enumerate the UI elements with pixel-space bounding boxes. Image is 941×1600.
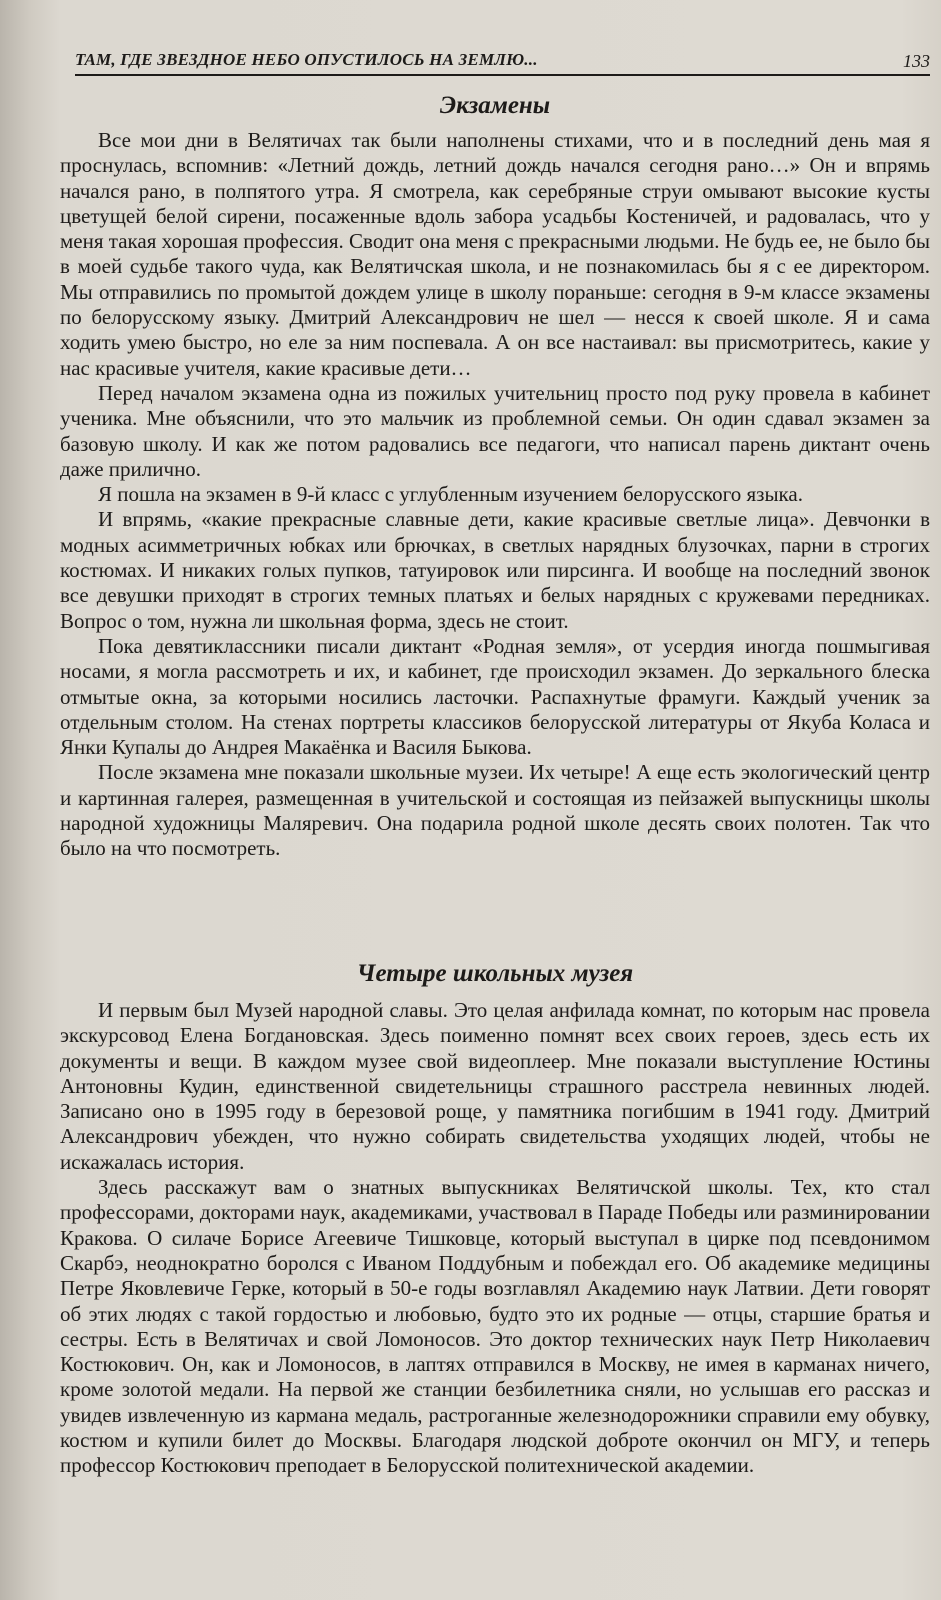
section-body-museums — [60, 998, 930, 1479]
paragraph: Перед началом экзамена одна из пожилых учительниц просто под руку провела в кабинет ученика. Мне объяснили, что это мальчик из проблемной семьи. Он один сдавал экзамен за базовую школу. И как же потом радовались все педагоги, что написал парень диктант очень даже прилично. — [60, 380, 930, 481]
paragraph: Я пошла на экзамен в 9-й класс с углубленным изучением белорусского языка. — [98, 482, 804, 507]
paragraph: И первым был Музей народной славы. Это целая анфилада комнат, по которым нас провела экскурсовод Елена Богдановская. Здесь поименно помнят всех своих героев, здесь есть их документы и вещи. В каждом музее свой видеоплеер. Мне показали выступление Юстины Антоновны Кудин, единственной свидетельницы страшного расстрела невинных людей. Записано оно в 1995 году в березовой роще, у памятника погибшим в 1941 году. Дмитрий Александрович убежден, что нужно собирать свидетельства уходящих людей, чтобы не искажалась история. — [60, 998, 930, 1174]
paragraph: Все мои дни в Велятичах так были наполнены стихами, что и в последний день мая я проснулась, вспомнив: «Летний дождь, летний дождь начался сегодня рано…» Он и впрямь начался рано, в полпятого утра. Я смотрела, как серебряные струи омывают высокие кусты цветущей белой сирени, посаженные вдоль забора усадьбы Костеничей, и радовалась, что у меня такая хорошая профессия. Сводит она меня с прекрасными людьми. Не будь ее, не было бы в моей судьбе такого чуда, как Велятичская школа, и не познакомилась бы я с ее директором. Мы отправились по промытой дождем улице в школу пораньше: сегодня в 9-м классе экзамены по белорусскому языку. Дмитрий Александрович не шел — несся к своей школе. Я и сама ходить умею быстро, но еле за ним поспевала. А он все настаивал: вы присмотритесь, какие у нас красивые учителя, какие красивые дети… — [60, 128, 930, 380]
page-header — [75, 40, 930, 76]
paragraph: И впрямь, «какие прекрасные славные дети, какие красивые светлые лица». Девчонки в модных асимметричных юбках или брючках, в светлых нарядных блузочках, парни в строгих костюмах. И никаких голых пупков, татуировок или пирсинга. И вообще на последний звонок все девушки приходят в строгих темных платьях и белых нарядных с кружевами передниках. Вопрос о том, нужна ли школьная форма, здесь не стоит. — [60, 507, 930, 633]
paragraph: После экзамена мне показали школьные музеи. Их четыре! А еще есть экологический центр и картинная галерея, размещенная в учительской и состоящая из пейзажей выпускницы школы народной художницы Маляревич. Она подарила родной школе десять своих полотен. Так что было на что посмотреть. — [60, 760, 930, 861]
section-body-exams — [60, 128, 930, 862]
paragraph: Пока девятиклассники писали диктант «Родная земля», от усердия иногда пошмыгивая носами, я могла рассмотреть и их, и кабинет, где происходил экзамен. До зеркального блеска отмытые окна, за которыми носились ласточки. Распахнутые фрамуги. Каждый ученик за отдельным столом. На стенах портреты классиков белорусской литературы от Якуба Коласа и Янки Купалы до Андрея Макаёнка и Василя Быкова. — [60, 633, 930, 760]
running-title: ТАМ, ГДЕ ЗВЕЗДНОЕ НЕБО ОПУСТИЛОСЬ НА ЗЕМЛЮ... — [75, 50, 538, 69]
section-title-exams: Экзамены — [439, 92, 551, 119]
page-number: 133 — [903, 51, 930, 71]
section-title-museums: Четыре школьных музея — [356, 960, 634, 987]
paragraph: Здесь расскажут вам о знатных выпускниках Велятичской школы. Тех, кто стал профессорами, докторами наук, академиками, участвовал в Параде Победы или разминировании Кракова. О силаче Борисе Агеевиче Тишковце, который выступал в цирке под псевдонимом Скарбэ, неоднократно боролся с Иваном Поддубным и побеждал его. Об академике медицины Петре Яковлевиче Герке, который в 50-е годы возглавлял Академию наук Латвии. Дети говорят об этих людях с такой гордостью и любовью, будто это их родные — отцы, старшие братья и сестры. Есть в Велятичах и свой Ломоносов. Это доктор технических наук Петр Николаевич Костюкович. Он, как и Ломоносов, в лаптях отправился в Москву, не имея в карманах ничего, кроме золотой медали. На первой же станции безбилетника сняли, но услышав его рассказ и увидев извлеченную из кармана медаль, растроганные железнодорожники справили ему обувку, костюм и купили билет до Москвы. Благодаря людской доброте окончил он МГУ, и теперь профессор Костюкович преподает в Белорусской политехнической академии. — [60, 1175, 930, 1478]
